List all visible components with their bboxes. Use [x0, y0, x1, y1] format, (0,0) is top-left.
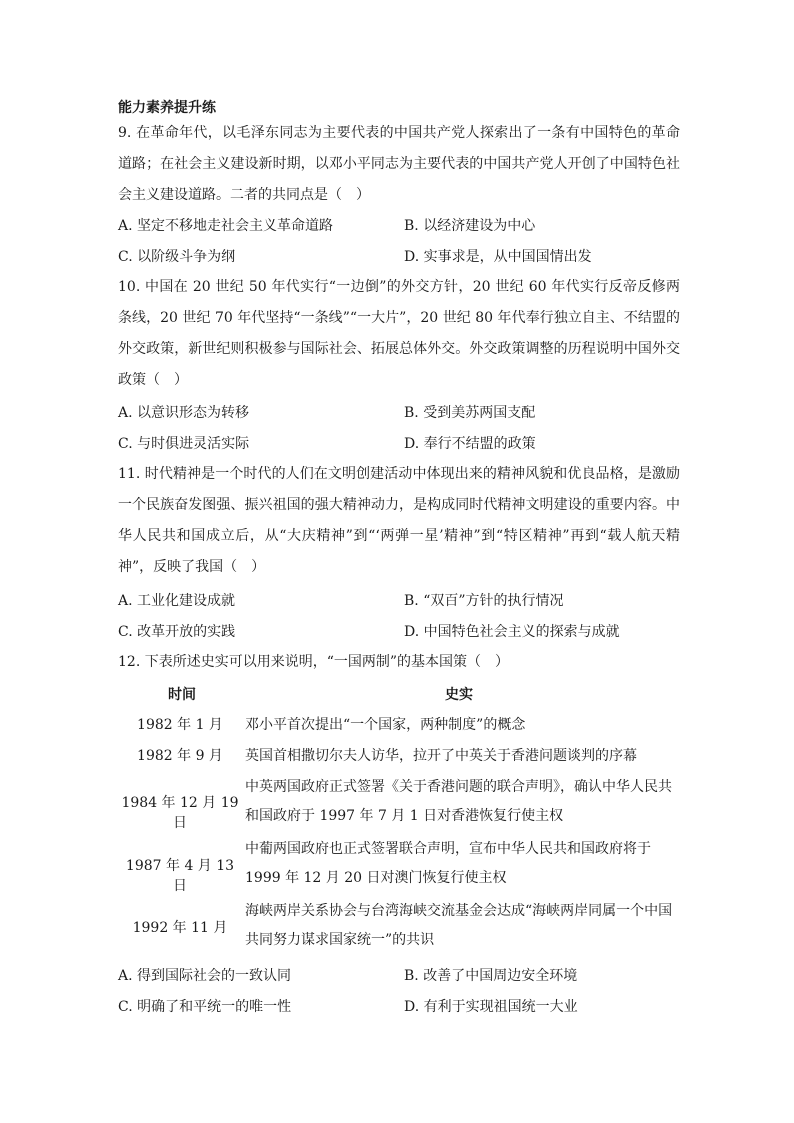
- table-row-fact: 邓小平首次提出“一个国家，两种制度”的概念: [245, 717, 526, 733]
- table-header-time: 时间: [168, 687, 196, 703]
- table-row-time: 1982 年 1 月: [137, 717, 223, 733]
- question-11-option-a[interactable]: A. 工业化建设成就: [118, 593, 236, 609]
- table-row-time: 1982 年 9 月: [137, 748, 223, 764]
- question-9-option-a[interactable]: A. 坚定不移地走社会主义革命道路: [118, 218, 334, 234]
- question-11-stem: 11. 时代精神是一个时代的人们在文明创建活动中体现出来的精神风貌和优良品格，是激励一个民族奋发图强、振兴祖国的强大精神动力，是构成同时代精神文明建设的重要内容。中华人民共和国成立后，从“大庆精神”到“‘两弹一星’精神”到“特区精神”再到“载人航天精神”，反映了我国（ ）: [118, 466, 680, 575]
- question-12-option-a[interactable]: A. 得到国际社会的一致认同: [118, 968, 292, 984]
- question-12-stem: 12. 下表所述史实可以用来说明，“一国两制”的基本国策（ ）: [118, 654, 510, 670]
- question-10-option-a[interactable]: A. 以意识形态为转移: [118, 405, 250, 421]
- table-header-fact: 史实: [445, 687, 473, 703]
- question-9-option-d[interactable]: D. 实事求是，从中国国情出发: [404, 249, 592, 265]
- table-row-time: 1984 年 12 月 19 日: [121, 795, 239, 831]
- question-9-option-b[interactable]: B. 以经济建设为中心: [404, 218, 536, 234]
- question-12-option-b[interactable]: B. 改善了中国周边安全环境: [404, 968, 578, 984]
- table-row-time: 1987 年 4 月 13 日: [125, 858, 235, 894]
- question-10-option-d[interactable]: D. 奉行不结盟的政策: [404, 436, 536, 452]
- table-row-fact: 中葡两国政府也正式签署联合声明，宣布中华人民共和国政府将于 1999 年 12 月 20 日对澳门恢复行使主权: [245, 841, 651, 886]
- question-10-option-b[interactable]: B. 受到美苏两国支配: [404, 405, 536, 421]
- table-row-fact: 中英两国政府正式签署《关于香港问题的联合声明》，确认中华人民共和国政府于 1997 年 7 月 1 日对香港恢复行使主权: [245, 779, 672, 824]
- question-12-option-d[interactable]: D. 有利于实现祖国统一大业: [404, 999, 578, 1015]
- table-row-time: 1992 年 11 月: [132, 920, 228, 936]
- question-10-option-c[interactable]: C. 与时俱进灵活实际: [118, 436, 250, 452]
- question-12-option-c[interactable]: C. 明确了和平统一的唯一性: [118, 999, 292, 1015]
- question-11-option-c[interactable]: C. 改革开放的实践: [118, 624, 236, 640]
- section-title: 能力素养提升练: [118, 100, 216, 116]
- table-row-fact: 英国首相撒切尔夫人访华，拉开了中英关于香港问题谈判的序幕: [245, 748, 637, 764]
- table-row-fact: 海峡两岸关系协会与台湾海峡交流基金会达成“海峡两岸同属一个中国共同努力谋求国家统一”的共识: [245, 903, 673, 948]
- question-10-stem: 10. 中国在 20 世纪 50 年代实行“一边倒”的外交方针，20 世纪 60 年代实行反帝反修两条线，20 世纪 70 年代坚持“一条线”“一大片”，20 世纪 80 年代奉行独立自主、不结盟的外交政策，新世纪则积极参与国际社会、拓展总体外交。外交政策调整的历程说明中国外交政策（ ）: [118, 279, 680, 388]
- question-9-stem: 9. 在革命年代，以毛泽东同志为主要代表的中国共产党人探索出了一条有中国特色的革命道路；在社会主义建设新时期，以邓小平同志为主要代表的中国共产党人开创了中国特色社会主义建设道路。二者的共同点是（ ）: [118, 125, 680, 203]
- question-9-option-c[interactable]: C. 以阶级斗争为纲: [118, 249, 236, 265]
- question-11-option-b[interactable]: B. “双百”方针的执行情况: [404, 593, 564, 609]
- question-11-option-d[interactable]: D. 中国特色社会主义的探索与成就: [404, 624, 620, 640]
